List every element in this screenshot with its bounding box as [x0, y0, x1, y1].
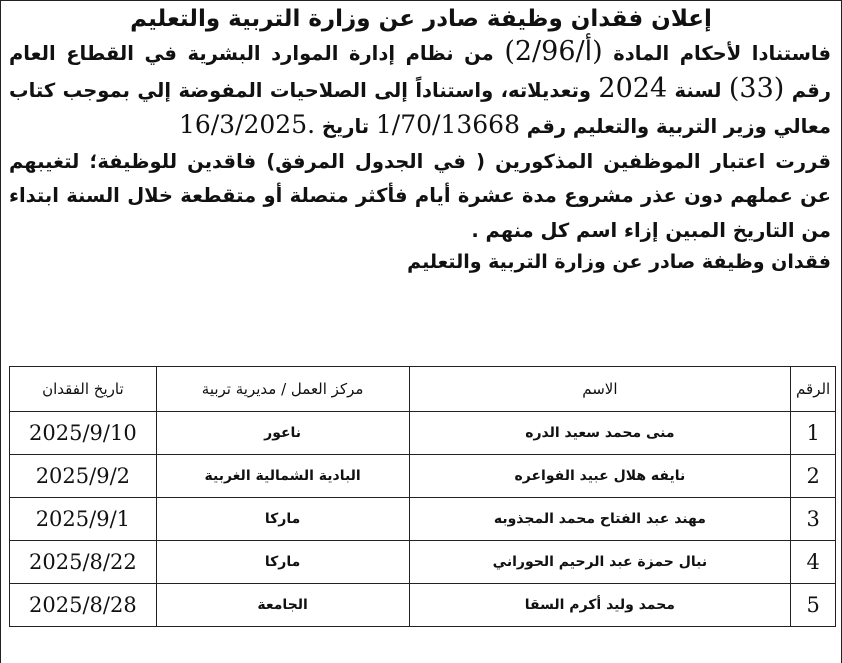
header-work-center: مركز العمل / مديرية تربية — [156, 367, 409, 412]
work-center: ماركا — [156, 541, 409, 584]
work-center: الجامعة — [156, 584, 409, 627]
letter-number: 1/70/13668 — [375, 110, 520, 139]
work-center: البادية الشمالية الغربية — [156, 455, 409, 498]
row-number: 3 — [791, 498, 836, 541]
letter-date: 16/3/2025. — [178, 110, 316, 139]
table-caption: فقدان وظيفة صادر عن وزارة التربية والتعليم — [407, 251, 831, 273]
law-year: 2024 — [598, 72, 668, 104]
employee-name: محمد وليد أكرم السقا — [409, 584, 791, 627]
loss-date: 2025/8/22 — [10, 541, 157, 584]
loss-date: 2025/9/1 — [10, 498, 157, 541]
work-center: ناعور — [156, 412, 409, 455]
row-number: 4 — [791, 541, 836, 584]
loss-date: 2025/9/10 — [10, 412, 157, 455]
table-row — [10, 584, 836, 627]
work-center: ماركا — [156, 498, 409, 541]
para-text-2: من نظام إدارة الموارد البشرية في القطاع العام رقم — [9, 42, 832, 102]
row-number: 1 — [791, 412, 836, 455]
table-header-row — [10, 367, 836, 412]
employee-name: نبال حمزة عبد الرحيم الحوراني — [409, 541, 791, 584]
row-number: 5 — [791, 584, 836, 627]
law-number: (33) — [728, 72, 785, 104]
loss-date: 2025/9/2 — [10, 455, 157, 498]
para-text-3: لسنة — [667, 78, 729, 102]
para-text-1: فاستنادا لأحكام المادة — [602, 42, 832, 65]
employee-name: منى محمد سعيد الدره — [409, 412, 791, 455]
article-reference: (2/أ/96) — [504, 36, 603, 67]
employee-name: نايفه هلال عبيد الفواعره — [409, 455, 791, 498]
decision-paragraph: قررت اعتبار الموظفين المذكورين ( في الجدول المرفق) فاقدين للوظيفة؛ لتغيبهم عن عملهم دون عذر مشروع مدة عشرة أيام فأكثر متصلة أو متقطعة خلال السنة ابتداء من التاريخ المبين إزاء اسم كل منهم . — [9, 149, 831, 242]
decision-basis-paragraph — [1, 35, 841, 145]
para-text-4: وتعديلاته، واستناداً إلى الصلاحيات المفوضة إلي بموجب كتاب معالي وزير التربية والتعليم رقم — [9, 78, 831, 138]
loss-date: 2025/8/28 — [10, 584, 157, 627]
row-number: 2 — [791, 455, 836, 498]
employee-name: مهند عبد الفتاح محمد المجذوبه — [409, 498, 791, 541]
table-row — [10, 541, 836, 584]
para-text-5: تاريخ — [315, 115, 376, 138]
table-row — [10, 498, 836, 541]
job-loss-table — [9, 366, 836, 627]
table-row — [10, 455, 836, 498]
header-loss-date: تاريخ الفقدان — [10, 367, 157, 412]
table-row — [10, 412, 836, 455]
header-number: الرقم — [791, 367, 836, 412]
header-name: الاسم — [409, 367, 791, 412]
announcement-title: إعلان فقدان وظيفة صادر عن وزارة التربية والتعليم — [130, 6, 712, 32]
